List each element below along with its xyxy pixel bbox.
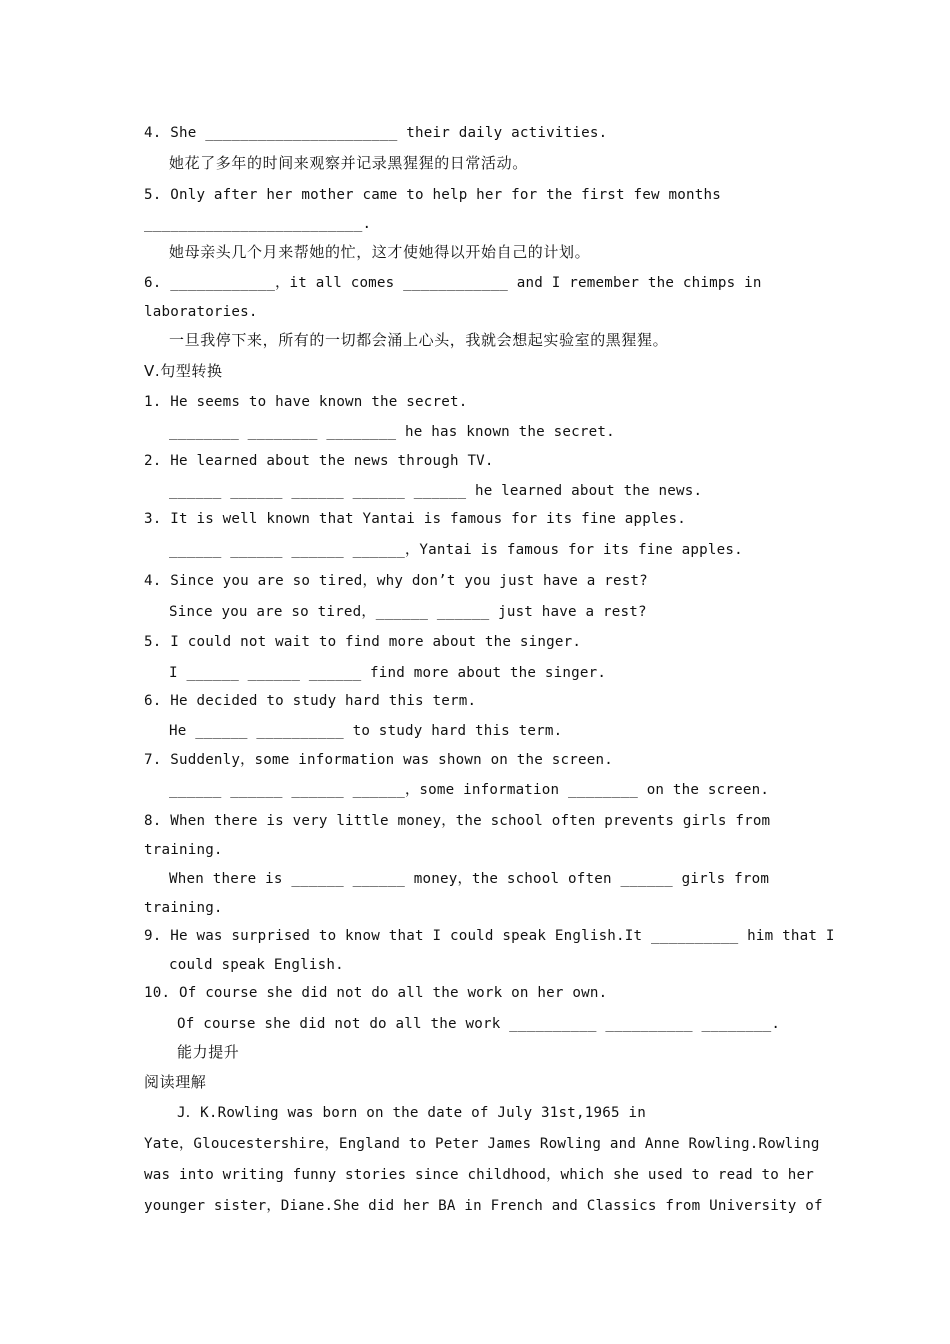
- item-6-english-cont: laboratories.: [144, 304, 258, 320]
- transform-2-question: 2. He learned about the news through TV.: [144, 453, 494, 469]
- transform-5-answer: I ______ ______ ______ find more about the singer.: [169, 665, 607, 681]
- transform-10-answer: Of course she did not do all the work __________ __________ ________.: [177, 1016, 781, 1032]
- transform-9-question-cont: could speak English.: [169, 957, 344, 973]
- reading-line-3: was into writing funny stories since childhood，which she used to read to her: [144, 1167, 815, 1183]
- transform-1-question: 1. He seems to have known the secret.: [144, 394, 468, 410]
- transform-6-question: 6. He decided to study hard this term.: [144, 693, 477, 709]
- transform-4-answer: Since you are so tired，______ ______ just have a rest?: [169, 604, 647, 620]
- item-5-chinese: 她母亲头几个月来帮她的忙，这才使她得以开始自己的计划。: [169, 243, 591, 261]
- transform-7-question: 7. Suddenly，some information was shown on the screen.: [144, 752, 613, 768]
- ability-title: 能力提升: [177, 1043, 240, 1061]
- transform-8-answer: When there is ______ ______ money，the school often ______ girls from: [169, 871, 770, 887]
- item-6-chinese: 一旦我停下来，所有的一切都会涌上心头，我就会想起实验室的黑猩猩。: [169, 331, 669, 349]
- transform-4-question: 4. Since you are so tired，why don’t you just have a rest?: [144, 573, 648, 589]
- item-5-blank: _________________________.: [144, 216, 372, 232]
- reading-title: 阅读理解: [144, 1073, 207, 1091]
- transform-8-answer-cont: training.: [144, 900, 223, 916]
- transform-10-question: 10. Of course she did not do all the work on her own.: [144, 985, 608, 1001]
- transform-8-question: 8. When there is very little money，the school often prevents girls from: [144, 813, 771, 829]
- transform-5-question: 5. I could not wait to find more about the singer.: [144, 634, 582, 650]
- item-4-english: 4. She ______________________ their daily activities.: [144, 125, 608, 141]
- transform-3-question: 3. It is well known that Yantai is famous for its fine apples.: [144, 511, 686, 527]
- reading-line-4: younger sister，Diane.She did her BA in French and Classics from University of: [144, 1198, 823, 1214]
- transform-8-question-cont: training.: [144, 842, 223, 858]
- item-5-english: 5. Only after her mother came to help her for the first few months: [144, 187, 721, 203]
- transform-3-answer: ______ ______ ______ ______，Yantai is famous for its fine apples.: [169, 542, 743, 558]
- transform-1-answer: ________ ________ ________ he has known the secret.: [169, 424, 615, 440]
- section-5-title: Ⅴ.句型转换: [144, 362, 223, 380]
- item-6-english: 6. ____________，it all comes ____________ and I remember the chimps in: [144, 275, 762, 291]
- transform-7-answer: ______ ______ ______ ______，some information ________ on the screen.: [169, 782, 770, 798]
- transform-2-answer: ______ ______ ______ ______ ______ he learned about the news.: [169, 483, 703, 499]
- reading-line-1: J．K.Rowling was born on the date of July 31st,1965 in: [177, 1105, 646, 1121]
- transform-9-question: 9. He was surprised to know that I could speak English.It __________ him that I: [144, 928, 835, 944]
- transform-6-answer: He ______ __________ to study hard this term.: [169, 723, 563, 739]
- reading-line-2: Yate，Gloucestershire，England to Peter James Rowling and Anne Rowling.Rowling: [144, 1136, 820, 1152]
- item-4-chinese: 她花了多年的时间来观察并记录黑猩猩的日常活动。: [169, 154, 528, 172]
